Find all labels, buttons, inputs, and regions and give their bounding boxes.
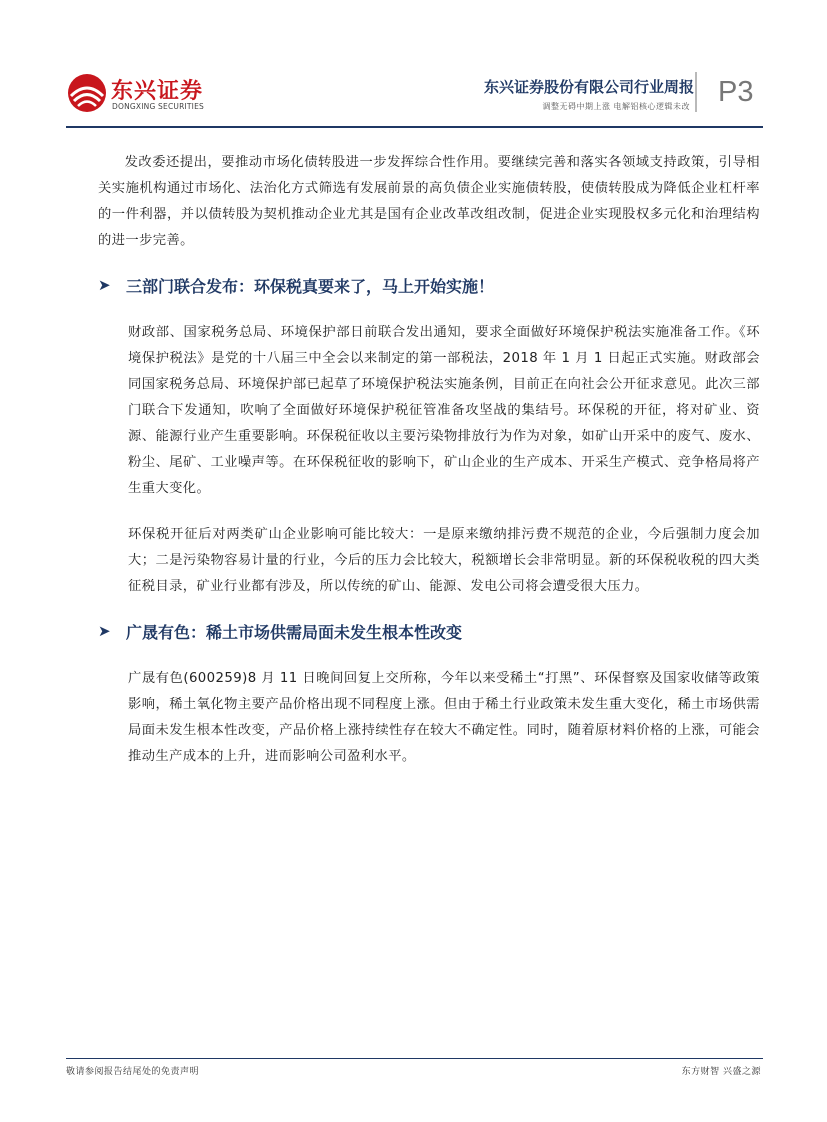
footer-slogan: 东方财智 兴盛之源 [681, 1067, 761, 1077]
section-title: 广晟有色：稀土市场供需局面未发生根本性改变 [126, 623, 463, 642]
footer-rule [66, 1058, 763, 1059]
logo-english-name: DONGXING SECURITIES [112, 102, 204, 111]
page-number: P3 [718, 76, 754, 108]
header-rule [66, 126, 763, 128]
paragraph: 广晟有色(600259)8 月 11 日晚间回复上交所称，今年以来受稀土“打黑”、环保督察及国家收储等政策影响，稀土氧化物主要产品价格出现不同程度上涨。但由于稀土行业政策未发生重大变化，稀土市场供需局面未发生根本性改变，产品价格上涨持续性存在较大不确定性。同时，随着原材料价格的上涨，可能会推动生产成本的上升，进而影响公司盈利水平。 [128, 671, 760, 764]
arrow-right-icon: ➤ [98, 276, 111, 294]
paragraph: 环保税开征后对两类矿山企业影响可能比较大：一是原来缴纳排污费不规范的企业，今后强制力度会加大；二是污染物容易计量的行业，今后的压力会比较大，税额增长会非常明显。新的环保税收税的四大类征税目录，矿业行业都有涉及，所以传统的矿山、能源、发电公司将会遭受很大压力。 [128, 527, 760, 594]
header-divider [695, 72, 697, 112]
main-content [98, 150, 760, 770]
report-subtitle: 调整无碍中期上涨 电解铝核心逻辑未改 [542, 102, 690, 111]
logo-chinese-name: 东兴证券 [111, 79, 204, 104]
section-heading [98, 274, 760, 300]
section-title: 三部门联合发布：环保税真要来了，马上开始实施！ [126, 277, 495, 296]
company-logo [66, 72, 206, 116]
disclaimer-note: 敬请参阅报告结尾处的免责声明 [66, 1067, 200, 1077]
logo-mark-icon [66, 72, 108, 114]
arrow-right-icon: ➤ [98, 622, 111, 640]
report-title: 东兴证券股份有限公司行业周报 [483, 78, 694, 96]
paragraph: 财政部、国家税务总局、环境保护部日前联合发出通知，要求全面做好环境保护税法实施准备工作。《环境保护税法》是党的十八届三中全会以来制定的第一部税法，2018 年 1 月 1 日起正式实施。财政部会同国家税务总局、环境保护部已起草了环境保护税法实施条例，目前正在向社会公开征求意见。此次三部门联合下发通知，吹响了全面做好环境保护税征管准备攻坚战的集结号。环保税的开征，将对矿业、资源、能源行业产生重要影响。环保税征收以主要污染物排放行为作为对象，如矿山开采中的废气、废水、粉尘、尾矿、工业噪声等。在环保税征收的影响下，矿山企业的生产成本、开采生产模式、竞争格局将产生重大变化。 [128, 325, 760, 496]
paragraph: 发改委还提出，要推动市场化债转股进一步发挥综合性作用。要继续完善和落实各领域支持政策，引导相关实施机构通过市场化、法治化方式筛选有发展前景的高负债企业实施债转股，使债转股成为降低企业杠杆率的一件利器，并以债转股为契机推动企业尤其是国有企业改革改组改制，促进企业实现股权多元化和治理结构的进一步完善。 [98, 155, 760, 248]
section-heading [98, 620, 760, 646]
page-header [0, 0, 827, 130]
